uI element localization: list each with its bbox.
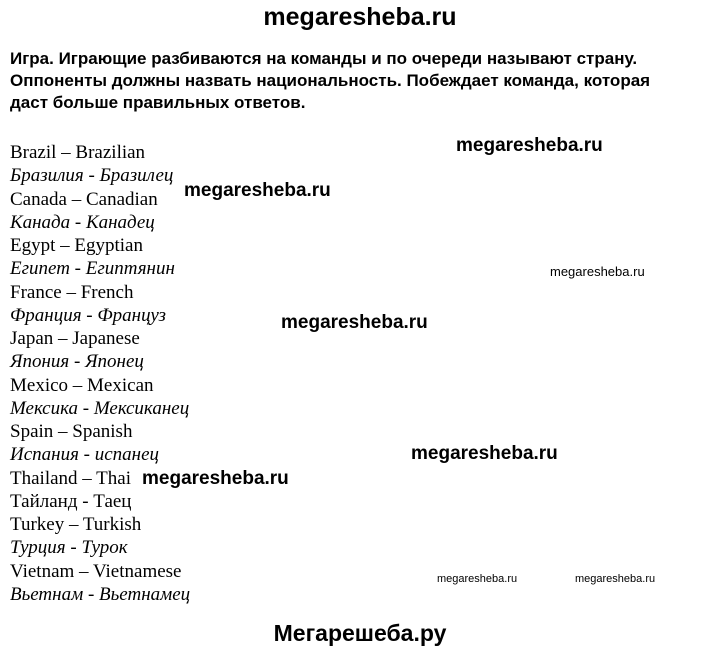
vocab-en-egypt: Egypt – Egyptian (10, 235, 143, 256)
vocab-ru-vietnam: Вьетнам - Вьетнамец (10, 583, 191, 605)
vocab-en-canada: Canada – Canadian (10, 188, 158, 210)
task-line-3: даст больше правильных ответов. (10, 93, 306, 112)
vocab-ru-turkey: Турция - Турок (10, 537, 128, 559)
vocab-ru-spain: Испания - испанец (10, 444, 160, 466)
vocab-en-thailand: Thailand – Thai (10, 467, 132, 489)
watermark: megaresheba.ru (281, 312, 428, 333)
vocab-en-mexico: Mexico – Mexican (10, 374, 154, 396)
vocab-ru-brazil: Бразилия - Бразилец (10, 165, 174, 187)
watermark: megaresheba.ru (456, 135, 603, 156)
vocab-ru-canada: Канада - Канадец (10, 211, 155, 233)
task-line-1: Игра. Играющие разбиваются на команды и по очереди называют страну. (10, 49, 638, 68)
vocab-en-turkey: Turkey – Turkish (10, 514, 142, 535)
vocab-ru-mexico: Мексика - Мексиканец (10, 397, 190, 419)
task-line-2: Оппоненты должны назвать национальность. Побеждает команда, которая (10, 71, 651, 90)
vocab-en-japan: Japan – Japanese (10, 328, 140, 349)
task-instructions (10, 48, 715, 114)
vocab-ru-egypt: Египет - Египтянин (10, 258, 175, 280)
vocab-ru-japan: Япония - Японец (10, 351, 144, 373)
watermark: megaresheba.ru (142, 468, 289, 489)
vocab-en-france: France – French (10, 281, 134, 303)
watermark: megaresheba.ru (184, 180, 331, 201)
vocab-ru-france: Франция - Француз (10, 304, 166, 326)
vocab-en-brazil: Brazil – Brazilian (10, 142, 146, 163)
watermark: megaresheba.ru (437, 573, 518, 585)
vocab-en-spain: Spain – Spanish (10, 421, 133, 442)
vocabulary-list (10, 141, 190, 606)
watermark: megaresheba.ru (575, 573, 656, 585)
site-title: megaresheba.ru (263, 3, 457, 31)
footer-site: Мегарешеба.ру (273, 620, 447, 646)
vocab-en-vietnam: Vietnam – Vietnamese (10, 560, 182, 582)
watermark: megaresheba.ru (411, 443, 558, 464)
watermark: megaresheba.ru (550, 264, 645, 279)
vocab-ru-thailand: Тайланд - Таец (10, 490, 132, 512)
